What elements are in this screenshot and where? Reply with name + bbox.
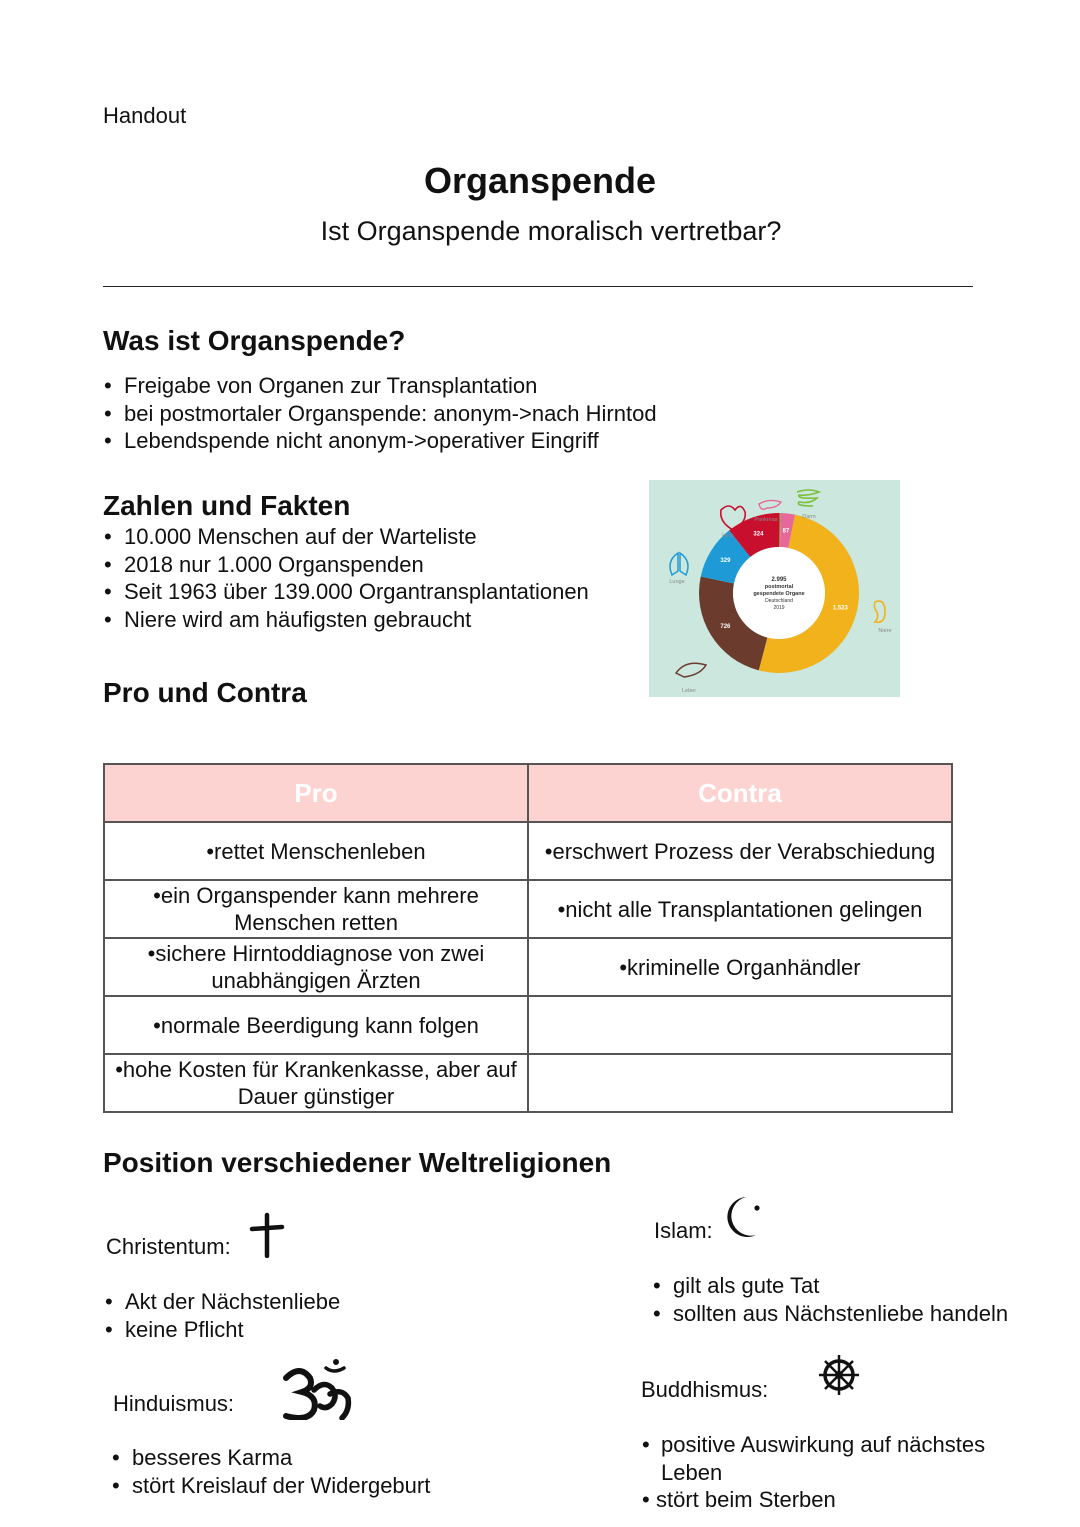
page-subtitle: Ist Organspende moralisch vertretbar? xyxy=(320,216,782,246)
pro-header: Pro xyxy=(104,764,528,822)
donut-center-text: 2019 xyxy=(773,605,785,611)
list-item: • 10.000 Menschen auf der Warteliste xyxy=(102,523,589,551)
dharma-wheel-icon xyxy=(817,1353,861,1397)
list-item: • Freigabe von Organen zur Transplantation xyxy=(102,372,657,400)
procon-heading: Pro und Contra xyxy=(103,677,307,708)
donut-chart-svg xyxy=(649,480,900,697)
contra-cell: •nicht alle Transplantationen gelingen xyxy=(528,880,952,938)
lung-organ-icon xyxy=(670,553,688,575)
hinduism-label: Hinduismus: xyxy=(113,1391,235,1416)
kidney-organ-icon xyxy=(874,601,885,622)
list-item-text: positive Auswirkung auf nächstes Leben xyxy=(661,1432,986,1485)
donut-category-label: Lunge xyxy=(669,579,685,585)
intestine-organ-icon xyxy=(797,490,819,506)
donut-category-label: Niere xyxy=(878,628,892,634)
donut-category-label: Herz xyxy=(722,533,734,539)
liver-organ-icon xyxy=(676,663,706,677)
list-item: • 2018 nur 1.000 Organspenden xyxy=(102,551,589,579)
donut-center-text: 2.995 xyxy=(771,577,787,583)
facts-list xyxy=(102,523,589,633)
donut-value-label: 87 xyxy=(782,528,790,535)
contra-header: Contra xyxy=(528,764,952,822)
donut-category-label: Leber xyxy=(681,688,697,694)
cross-icon xyxy=(248,1212,286,1258)
donut-value-label: 1.523 xyxy=(832,605,848,612)
contra-cell: •erschwert Prozess der Verabschiedung xyxy=(528,822,952,880)
list-item: • Akt der Nächstenliebe xyxy=(103,1288,340,1316)
donut-center-text: postmortal xyxy=(764,584,794,590)
islam-label: Islam: xyxy=(654,1218,713,1243)
donut-category-label: Pankreas xyxy=(754,517,778,523)
what-heading: Was ist Organspende? xyxy=(103,325,406,356)
organ-donation-chart xyxy=(649,480,900,697)
list-item: • Niere wird am häufigsten gebraucht xyxy=(102,606,589,634)
religions-heading: Position verschiedener Weltreligionen xyxy=(103,1147,612,1178)
contra-cell xyxy=(528,1054,952,1112)
pancreas-organ-icon xyxy=(759,500,781,509)
pro-cell: •hohe Kosten für Krankenkasse, aber auf Dauer günstiger xyxy=(104,1054,528,1112)
donut-category-label: Darm xyxy=(802,514,816,520)
pro-cell: •normale Beerdigung kann folgen xyxy=(104,996,528,1054)
table-row xyxy=(104,1054,952,1112)
list-item: • keine Pflicht xyxy=(103,1316,340,1344)
page-title: Organspende xyxy=(423,160,657,201)
donut-value-label: 329 xyxy=(720,557,731,564)
christianity-list xyxy=(103,1288,340,1343)
crescent-icon xyxy=(720,1193,764,1241)
pro-cell: •rettet Menschenleben xyxy=(104,822,528,880)
list-item: • besseres Karma xyxy=(110,1444,430,1472)
list-item: • bei postmortaler Organspende: anonym->nach Hirntod xyxy=(102,400,657,428)
list-item: • stört beim Sterben xyxy=(642,1487,836,1512)
facts-heading: Zahlen und Fakten xyxy=(103,490,351,521)
list-item: • Lebendspende nicht anonym->operativer Eingriff xyxy=(102,427,657,455)
table-header-row xyxy=(104,764,952,822)
contra-cell xyxy=(528,996,952,1054)
document-type-label: Handout xyxy=(103,103,187,128)
table-row xyxy=(104,880,952,938)
pro-cell: •ein Organspender kann mehrere Menschen retten xyxy=(104,880,528,938)
table-row xyxy=(104,996,952,1054)
buddhism-list xyxy=(641,1431,1041,1514)
donut-value-label: 324 xyxy=(753,531,764,538)
list-item: • Seit 1963 über 139.000 Organtransplantationen xyxy=(102,578,589,606)
hinduism-list xyxy=(110,1444,430,1499)
list-item: • sollten aus Nächstenliebe handeln xyxy=(651,1300,1008,1328)
christianity-label: Christentum: xyxy=(106,1234,231,1259)
title-divider xyxy=(103,286,973,287)
procon-table xyxy=(103,763,953,1113)
donut-value-label: 726 xyxy=(720,624,731,631)
list-item: • stört Kreislauf der Widergeburt xyxy=(110,1472,430,1500)
donut-center-text: Deutschland xyxy=(765,598,793,604)
donut-center-text: gespendete Organe xyxy=(753,591,805,597)
list-item-text: stört beim Sterben xyxy=(656,1487,836,1512)
what-list xyxy=(102,372,657,455)
buddhism-label: Buddhismus: xyxy=(641,1377,769,1402)
om-icon xyxy=(280,1358,354,1420)
table-row xyxy=(104,822,952,880)
pro-cell: •sichere Hirntoddiagnose von zwei unabhängigen Ärzten xyxy=(104,938,528,996)
islam-list xyxy=(651,1272,1008,1327)
table-row xyxy=(104,938,952,996)
contra-cell: •kriminelle Organhändler xyxy=(528,938,952,996)
list-item: • gilt als gute Tat xyxy=(651,1272,1008,1300)
list-item: • positive Auswirkung auf nächstes Leben xyxy=(642,1432,986,1485)
